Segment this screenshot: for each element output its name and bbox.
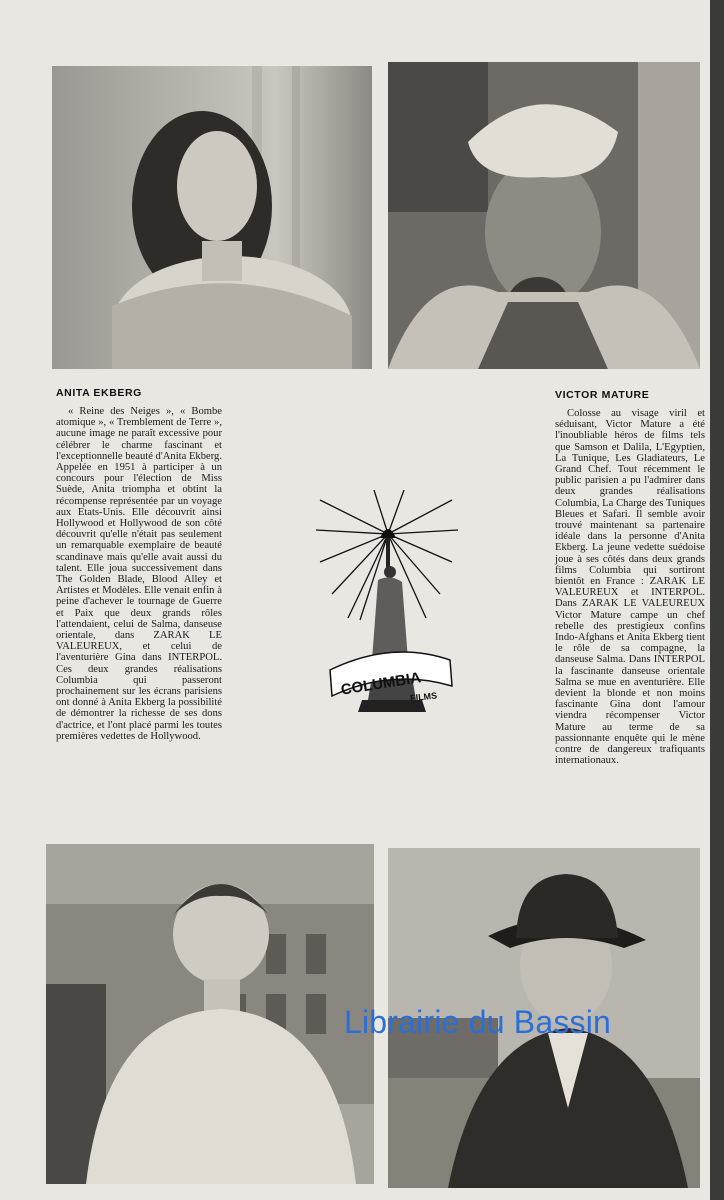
victor-mature-text: Colosse au visage viril et séduisant, Victor Mature a été l'inoubliable héros de films tels que Samson et Dalila, L'Egyptien, La Tunique, Les Gladiateurs, Le Grand Chef. Tout récemment le public parisien a pu l'admirer dans deux grandes réalisations Columbia, La Charge des Tuniques Bleues et Safari. Il semble avoir trouvé maintenant sa partenaire idéale dans la personne d'Anita Ekberg. La jeune vedette suédoise joue à ses côtés dans deux grands films Columbia qui sortiront bientôt en France : ZARAK LE VALEUREUX et INTERPOL. Dans ZARAK LE VALEUREUX Victor Mature campe un chef rebelle des prestigieux confins Indo-Afghans et Anita Ekberg tient le rôle de sa compagne, la danseuse Salma. Dans INTERPOL la fascinante danseuse orientale Salma se mue en aventurière. Elle devient la blonde et non moins fascinante Gina dont l'amour viendra récompenser Victor Mature au terme de sa passionnante enquête qui le mène contre de dangereux trafiquants internationaux. — [555, 408, 705, 767]
columbia-wordmark: COLUMBIA — [339, 669, 423, 699]
anita-ekberg-text: « Reine des Neiges », « Bombe atomique », « Tremblement de Terre », aucune image ne paraît excessive pour célébrer le charme fascinant et l'exceptionnelle beauté d'Anita Ekberg. Appelée en 1951 à participer à un concours pour l'élection de Miss Suède, Anita triompha et obtint la récompense représentée par un voyage aux Etats-Unis. Elle découvrit ainsi Hollywood et Hollywood de son côté découvrit qu'elle n'était pas seulement un remarquable exemplaire de beauté scandinave mais qu'elle avait aussi du talent. Elle joua successivement dans The Golden Blade, Blood Alley et Artistes et Modèles. Elle venait enfin à peine d'achever le tournage de Guerre et Paix que deux grands rôles l'attendaient, celui de Salma, danseuse orientale, dans ZARAK LE VALEUREUX, et celui de l'aventurière Gina dans INTERPOL. Ces deux grandes réalisations Columbia qui passeront prochainement sur les écrans parisiens ont donné à Anita Ekberg la possibilité de démontrer la richesse de ses dons d'actrice, et l'ont placé parmi les toutes premières vedettes de Hollywood. — [56, 406, 222, 742]
victor-mature-turban-photo — [388, 62, 700, 369]
bookshop-watermark: Librairie du Bassin — [344, 1004, 612, 1040]
anita-ekberg-portrait-photo — [52, 66, 372, 369]
anita-ekberg-street-photo — [46, 844, 374, 1184]
films-wordmark: FILMS — [409, 690, 438, 704]
victor-mature-heading: VICTOR MATURE — [555, 389, 650, 401]
anita-ekberg-heading: ANITA EKBERG — [56, 387, 142, 399]
columbia-films-logo — [312, 490, 460, 730]
